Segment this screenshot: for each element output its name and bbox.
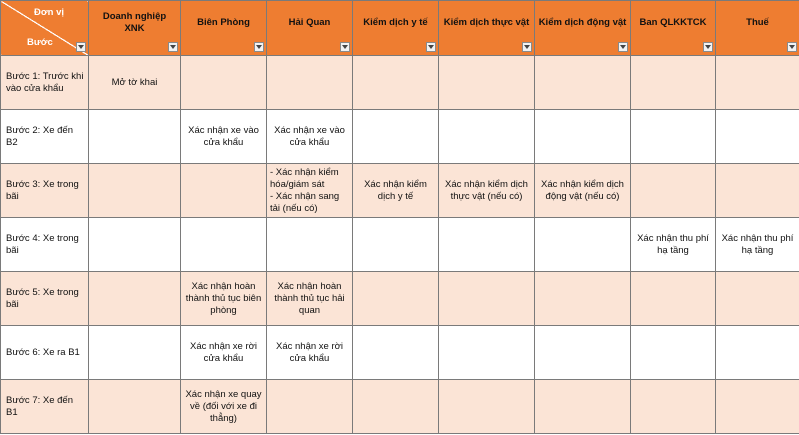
table-cell[interactable] xyxy=(716,110,799,164)
table-cell[interactable] xyxy=(353,56,439,110)
table-cell[interactable] xyxy=(353,272,439,326)
column-header: Kiểm dịch động vật xyxy=(535,1,631,56)
table-cell[interactable] xyxy=(631,110,716,164)
table-cell[interactable]: Xác nhận hoàn thành thủ tục hải quan xyxy=(267,272,353,326)
table-cell[interactable] xyxy=(353,218,439,272)
filter-dropdown-icon[interactable] xyxy=(787,42,797,52)
table-cell[interactable] xyxy=(439,56,535,110)
corner-step-label: Bước xyxy=(27,37,53,48)
table-row xyxy=(1,326,799,380)
table-cell[interactable] xyxy=(716,380,799,434)
table-cell[interactable] xyxy=(631,326,716,380)
step-cell[interactable]: Bước 4: Xe trong bãi xyxy=(1,218,89,272)
table-cell[interactable]: Xác nhận xe rời cửa khẩu xyxy=(267,326,353,380)
table-cell[interactable] xyxy=(89,272,181,326)
filter-dropdown-icon[interactable] xyxy=(522,42,532,52)
filter-dropdown-icon[interactable] xyxy=(254,42,264,52)
table-row xyxy=(1,272,799,326)
table-body xyxy=(1,56,799,434)
filter-dropdown-icon[interactable] xyxy=(340,42,350,52)
filter-dropdown-icon[interactable] xyxy=(618,42,628,52)
table-cell[interactable] xyxy=(535,110,631,164)
table-cell[interactable]: Mở tờ khai xyxy=(89,56,181,110)
step-cell[interactable]: Bước 6: Xe ra B1 xyxy=(1,326,89,380)
table-cell[interactable] xyxy=(535,272,631,326)
table-cell[interactable] xyxy=(89,110,181,164)
header-row xyxy=(1,1,799,56)
table-cell[interactable]: Xác nhận thu phí hạ tầng xyxy=(631,218,716,272)
filter-dropdown-icon[interactable] xyxy=(168,42,178,52)
step-cell[interactable]: Bước 3: Xe trong bãi xyxy=(1,164,89,218)
filter-dropdown-icon[interactable] xyxy=(703,42,713,52)
table-cell[interactable] xyxy=(439,326,535,380)
table-cell[interactable] xyxy=(353,380,439,434)
filter-dropdown-icon[interactable] xyxy=(76,42,86,52)
table-cell[interactable] xyxy=(89,326,181,380)
step-cell[interactable]: Bước 2: Xe đến B2 xyxy=(1,110,89,164)
table-cell[interactable] xyxy=(631,272,716,326)
table-cell[interactable] xyxy=(716,326,799,380)
table-cell[interactable]: Xác nhận kiểm dịch động vật (nếu có) xyxy=(535,164,631,218)
table-cell[interactable] xyxy=(631,380,716,434)
table-cell[interactable] xyxy=(535,326,631,380)
table-cell[interactable] xyxy=(716,272,799,326)
table-cell[interactable] xyxy=(631,164,716,218)
column-header: Hải Quan xyxy=(267,1,353,56)
table-row xyxy=(1,56,799,110)
table-row xyxy=(1,380,799,434)
table-cell[interactable] xyxy=(353,326,439,380)
table-cell[interactable] xyxy=(181,56,267,110)
table-cell[interactable] xyxy=(267,56,353,110)
step-cell[interactable]: Bước 5: Xe trong bãi xyxy=(1,272,89,326)
table-cell[interactable] xyxy=(535,56,631,110)
table-cell[interactable] xyxy=(89,164,181,218)
table-cell[interactable]: Xác nhận thu phí hạ tầng xyxy=(716,218,799,272)
column-header: Kiểm dịch thực vật xyxy=(439,1,535,56)
table-row xyxy=(1,218,799,272)
table-cell[interactable]: Xác nhận kiểm dịch y tế xyxy=(353,164,439,218)
column-header: Biên Phòng xyxy=(181,1,267,56)
table-cell[interactable] xyxy=(439,110,535,164)
step-cell[interactable]: Bước 1: Trước khi vào cửa khẩu xyxy=(1,56,89,110)
table-cell[interactable] xyxy=(716,56,799,110)
table-row xyxy=(1,164,799,218)
table-cell[interactable]: Xác nhận hoàn thành thủ tục biên phòng xyxy=(181,272,267,326)
table-cell[interactable] xyxy=(89,380,181,434)
corner-unit-label: Đơn vị xyxy=(34,7,64,18)
table-cell[interactable]: - Xác nhận kiểm hóa/giám sát - Xác nhận sang tải (nếu có) xyxy=(267,164,353,218)
column-header: Doanh nghiệp XNK xyxy=(89,1,181,56)
table-cell[interactable]: Xác nhận kiểm dịch thực vật (nếu có) xyxy=(439,164,535,218)
table-cell[interactable]: Xác nhận xe rời cửa khẩu xyxy=(181,326,267,380)
table-cell[interactable] xyxy=(267,380,353,434)
table-cell[interactable] xyxy=(535,218,631,272)
step-cell[interactable]: Bước 7: Xe đến B1 xyxy=(1,380,89,434)
table-cell[interactable] xyxy=(631,56,716,110)
column-header: Thuế xyxy=(716,1,799,56)
table-row xyxy=(1,110,799,164)
table-cell[interactable]: Xác nhận xe vào cửa khẩu xyxy=(267,110,353,164)
corner-header xyxy=(1,1,89,56)
table-cell[interactable] xyxy=(439,380,535,434)
table-cell[interactable] xyxy=(267,218,353,272)
filter-dropdown-icon[interactable] xyxy=(426,42,436,52)
column-header: Ban QLKKTCK xyxy=(631,1,716,56)
table-cell[interactable] xyxy=(439,272,535,326)
table-cell[interactable] xyxy=(181,164,267,218)
table-cell[interactable]: Xác nhận xe vào cửa khẩu xyxy=(181,110,267,164)
column-header: Kiểm dịch y tế xyxy=(353,1,439,56)
table-cell[interactable] xyxy=(181,218,267,272)
table-cell[interactable] xyxy=(89,218,181,272)
table-cell[interactable]: Xác nhận xe quay về (đối với xe đi thẳng) xyxy=(181,380,267,434)
table-cell[interactable] xyxy=(716,164,799,218)
table-cell[interactable] xyxy=(353,110,439,164)
table-cell[interactable] xyxy=(535,380,631,434)
table-cell[interactable] xyxy=(439,218,535,272)
